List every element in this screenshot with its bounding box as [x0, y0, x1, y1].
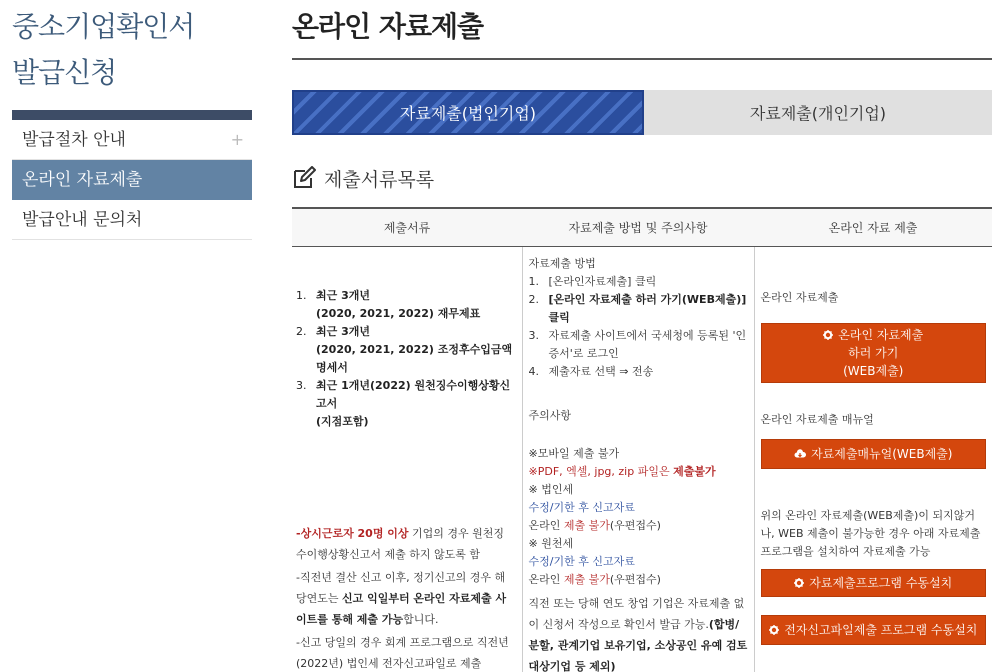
- sidebar-item-online-submit[interactable]: 온라인 자료제출: [12, 160, 252, 200]
- note-employees: -상시근로자 20명 이상 기업의 경우 원천징수이행상황신고서 제출 하지 않도록 함: [296, 526, 505, 561]
- sidebar-item-contact[interactable]: 발급안내 문의처: [12, 200, 252, 240]
- list-item: 1. 최근 3개년 (2020, 2021, 2022) 재무제표: [296, 288, 481, 320]
- list-item: 2. [온라인 자료제출 하러 가기(WEB제출)] 클릭: [528, 292, 747, 324]
- sidebar-item-procedure[interactable]: 발급절차 안내 +: [12, 120, 252, 160]
- method-steps: [529, 273, 748, 381]
- manual-label: 온라인 자료제출 매뉴얼: [760, 412, 874, 426]
- caution-corp-tax: ※ 법인세: [528, 482, 574, 496]
- plus-icon: +: [230, 130, 244, 149]
- tab-individual[interactable]: 자료제출(개인기업): [644, 90, 992, 135]
- caution-file-types: ※PDF, 엑셀, jpg, zip 파일은 제출불가: [528, 464, 716, 478]
- caution-mobile: ※모바일 제출 불가: [528, 446, 620, 460]
- gear-icon: [794, 578, 804, 588]
- tab-bar: [292, 90, 992, 135]
- sidebar: [12, 0, 252, 240]
- caution-title: 주의사항: [528, 408, 572, 422]
- note-same-day: -신고 당일의 경우 회계 프로그램으로 직전년(2022년) 법인세 전자신고파일로 제출: [296, 635, 509, 670]
- online-cell: [754, 246, 992, 672]
- table-row: [292, 246, 992, 672]
- startup-note: 직전 또는 당해 연도 창업 기업은 자료제출 없이 신청서 작성으로 확인서 발급 가능.(합병/분할, 관계기업 보유기업, 소상공인 유예 검토 대상기업 등 제외): [528, 596, 748, 672]
- list-item: 3. 자료제출 사이트에서 국세청에 등록된 '인증서'로 로그인: [528, 328, 747, 360]
- tab-corporate[interactable]: 자료제출(법인기업): [292, 90, 644, 135]
- program-note: 위의 온라인 자료제출(WEB제출)이 되지않거나, WEB 제출이 불가능한 경우 아래 자료제출프로그램을 설치하여 자료제출 가능: [760, 508, 981, 558]
- list-item: 4. 제출자료 선택 ⇒ 전송: [528, 364, 654, 378]
- program-install-button[interactable]: 자료제출프로그램 수동설치: [761, 569, 987, 597]
- documents-cell: [292, 246, 522, 672]
- gear-icon: [769, 625, 779, 635]
- title-divider: [292, 58, 992, 60]
- method-title: 자료제출 방법: [528, 256, 596, 270]
- list-item: 1. [온라인자료제출] 클릭: [528, 274, 657, 288]
- header-method: 자료제출 방법 및 주의사항: [522, 208, 754, 246]
- page-title: 온라인 자료제출: [292, 10, 484, 43]
- withholding-online: 온라인 제출 불가(우편접수): [528, 572, 661, 586]
- header-documents: 제출서류: [292, 208, 522, 246]
- note-regular-filing: -직전년 결산 신고 이후, 정기신고의 경우 해당연도는 신고 익일부터 온라인 자료제출 사이트를 통해 제출 가능합니다.: [296, 570, 507, 626]
- caution-withholding: ※ 원천세: [528, 536, 574, 550]
- cloud-download-icon: [794, 449, 806, 459]
- main-content: [292, 0, 992, 672]
- online-submit-label: 온라인 자료제출: [760, 290, 839, 304]
- sidebar-title: 중소기업확인서 발급신청: [12, 10, 195, 89]
- submission-table: [292, 207, 992, 672]
- online-submit-button[interactable]: 온라인 자료제출 하러 가기 (WEB제출): [761, 323, 987, 383]
- corp-tax-amended: 수정/기한 후 신고자료: [528, 500, 635, 514]
- list-item: 3. 최근 1개년(2022) 원천징수이행상황신고서 (지점포함): [296, 378, 511, 428]
- efile-install-button[interactable]: 전자신고파일제출 프로그램 수동설치: [761, 615, 987, 645]
- edit-icon: [292, 166, 318, 190]
- documents-list: [296, 287, 514, 431]
- header-online: 온라인 자료 제출: [754, 208, 992, 246]
- list-item: 2. 최근 3개년 (2020, 2021, 2022) 조정후수입금액명세서: [296, 324, 513, 374]
- method-cell: [522, 246, 754, 672]
- withholding-amended: 수정/기한 후 신고자료: [528, 554, 635, 568]
- documents-notes: [296, 523, 514, 672]
- section-header: [292, 163, 992, 193]
- corp-tax-online: 온라인 제출 불가(우편접수): [528, 518, 661, 532]
- section-title: 제출서류목록: [324, 168, 435, 191]
- sidebar-divider: [12, 110, 252, 120]
- gear-icon: [823, 330, 833, 340]
- manual-download-button[interactable]: 자료제출매뉴얼(WEB제출): [761, 439, 987, 469]
